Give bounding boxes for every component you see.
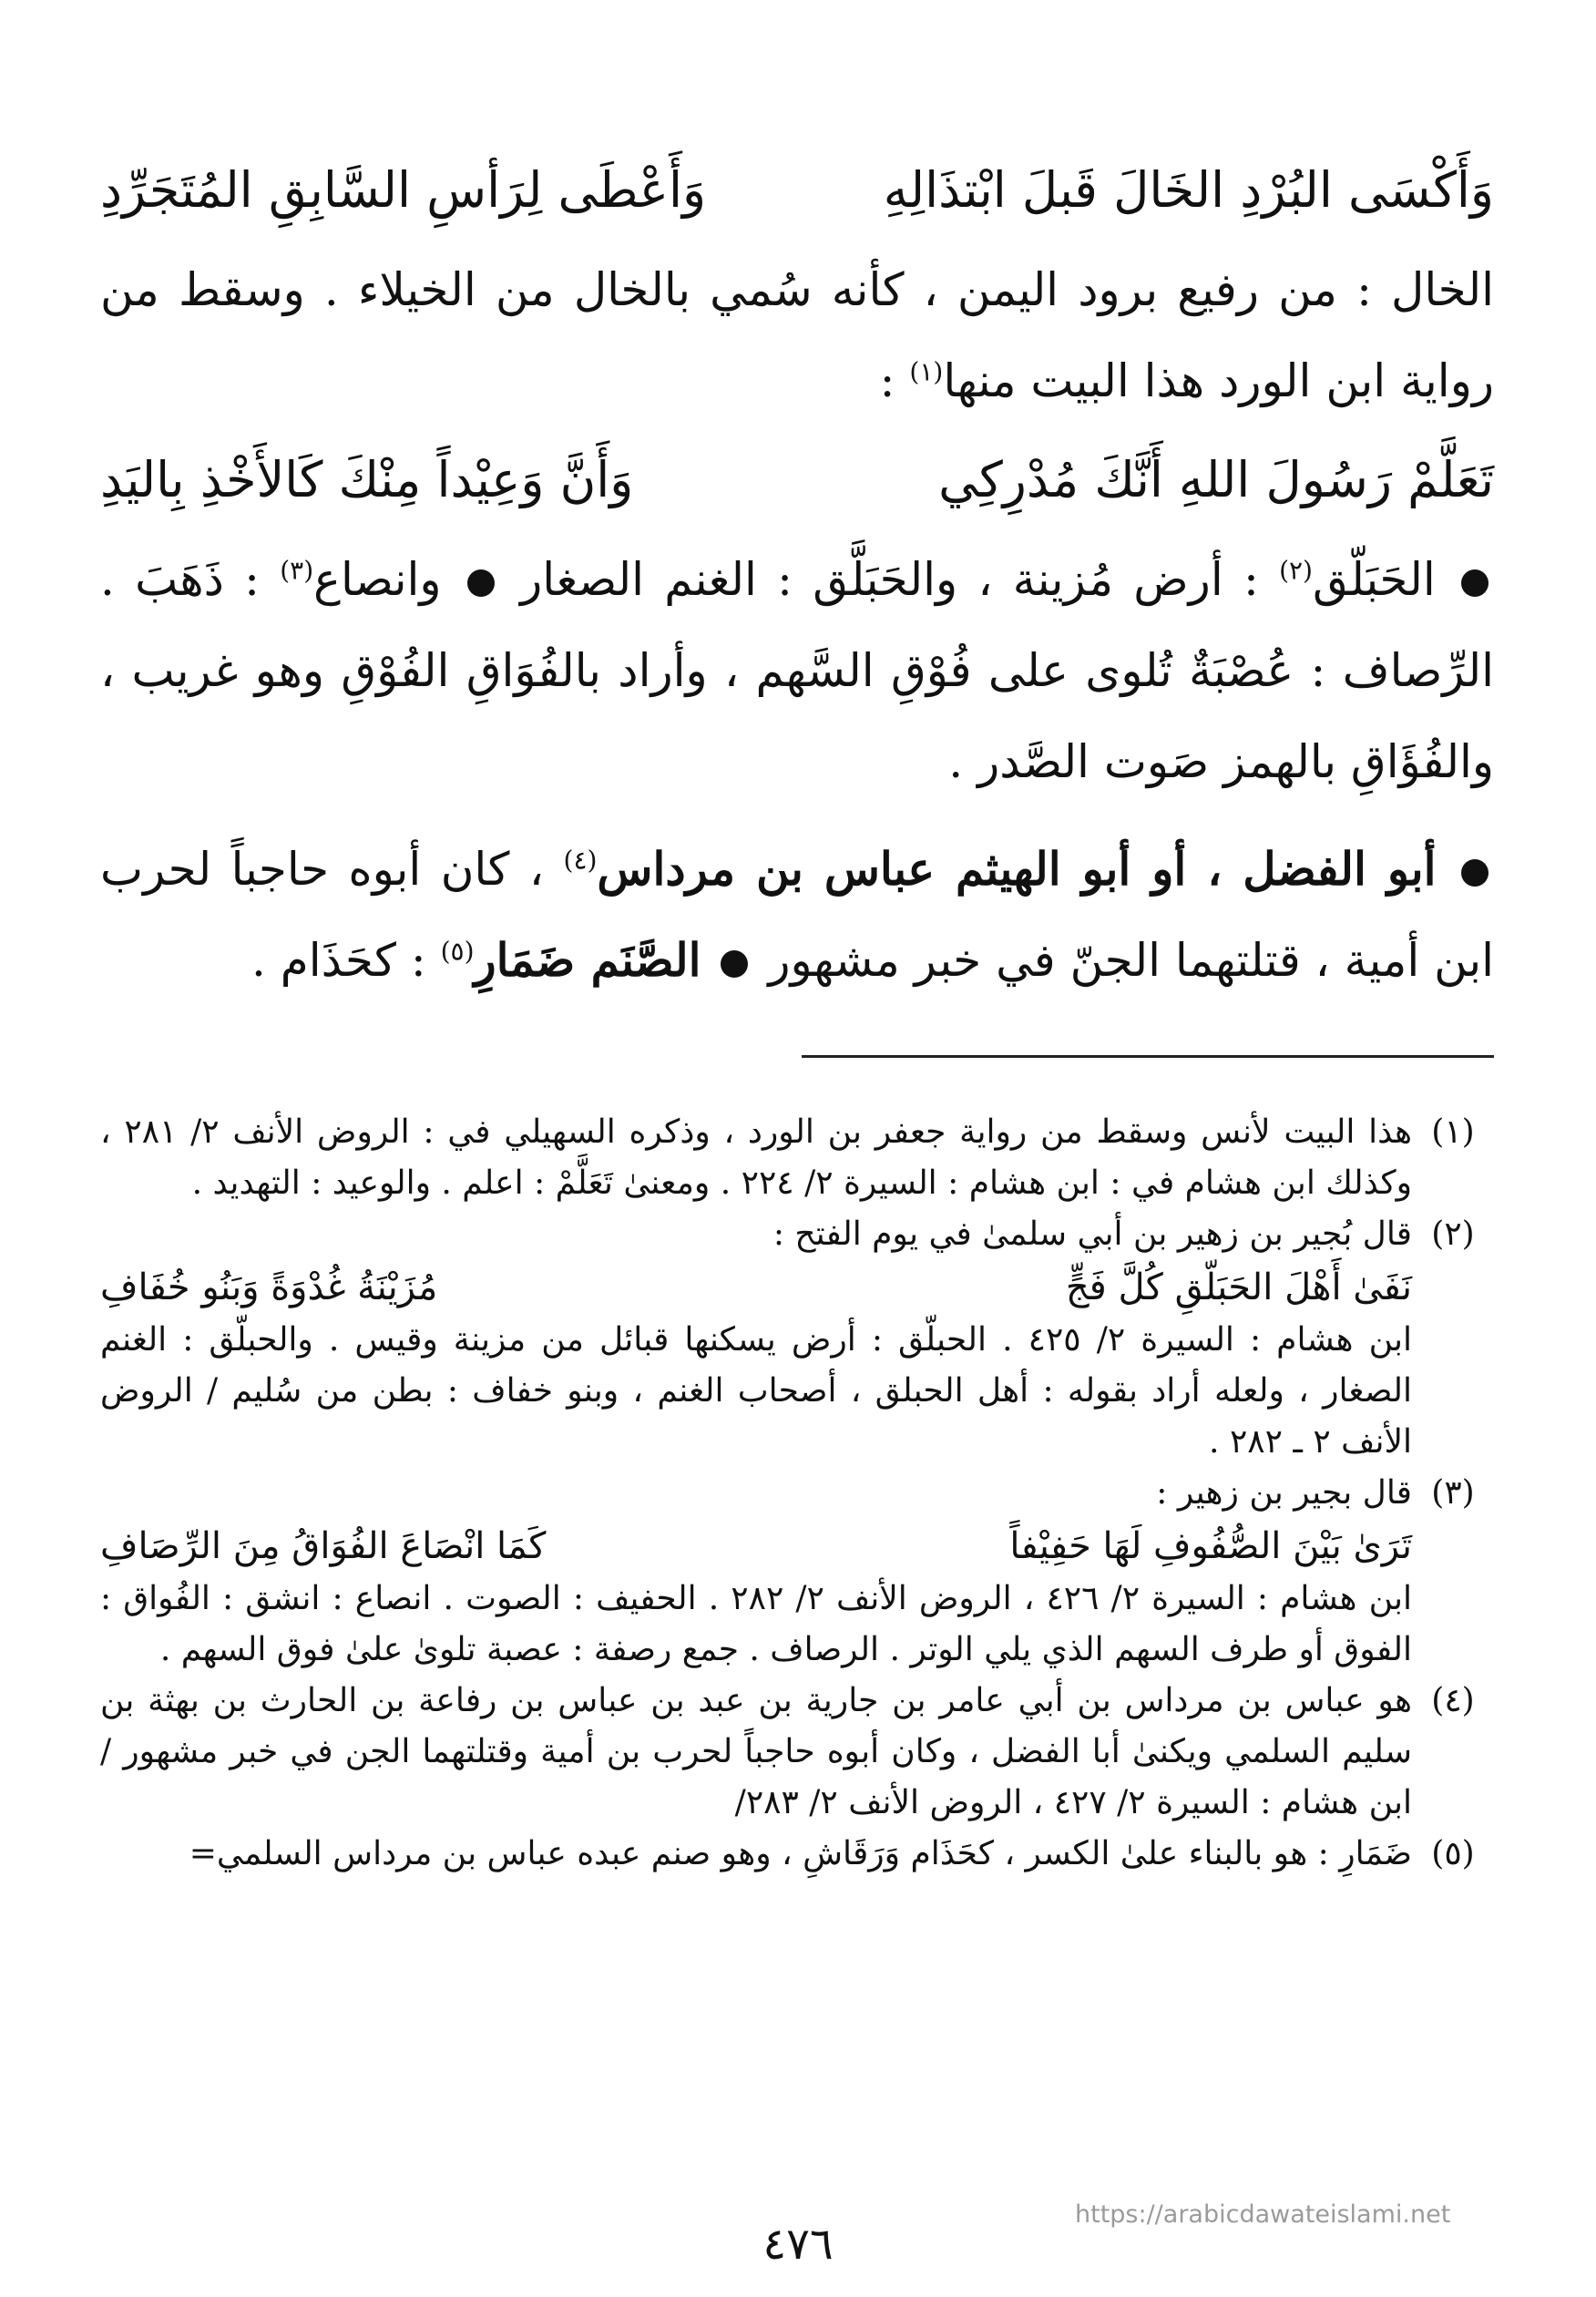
- verse-1-first-hemistich: وَأَكْسَى البُرْدِ الخَالَ قَبلَ ابْتذَالِهِ: [883, 161, 1494, 219]
- paragraph-2-text-d: : ذَهَبَ . الرِّصاف : عُصْبَةٌ تُلوى على فُوْقِ السَّهم ، وأراد بالفُوَاقِ الفُوْقِ وهو غريب ، والفُؤَاقِ بالهمز صَوت الصَّدر .: [100, 553, 1494, 788]
- bullet-icon: [1461, 569, 1489, 597]
- page-number: ٤٧٦: [762, 2219, 834, 2270]
- footnote-verse-first: تَرَىٰ بَيْنَ الصُّفُوفِ لَهَا حَفِيْفاً: [1009, 1525, 1412, 1567]
- footnote-number: (٤): [1431, 1682, 1475, 1719]
- footnote-3: [100, 1468, 1494, 1676]
- paragraph-1-end: :: [879, 354, 910, 407]
- footnote-number: (٣): [1431, 1474, 1475, 1512]
- footnote-verse-first: نَفَىٰ أَهْلَ الحَبَلّقِ كُلَّ فَجٍّ: [1065, 1266, 1412, 1308]
- footnote-ref-2[interactable]: (٢): [1279, 555, 1313, 586]
- footnote-intro: قال بُجير بن زهير بن أبي سلمىٰ في يوم الفتح :: [772, 1215, 1412, 1253]
- paragraph-2-text-b: : أرض مُزينة ، والحَبَلَّق : الغنم الصغار: [499, 553, 1280, 606]
- footnote-4: [100, 1676, 1494, 1829]
- bullet-icon: [467, 569, 495, 597]
- footnote-verse-second: كَمَا انْصَاعَ الفُوَاقُ مِنَ الرِّصَافِ: [100, 1525, 547, 1567]
- footnote-text: ضَمَارِ : هو بالبناء علىٰ الكسر ، كحَذَام وَرَقَاشِ ، وهو صنم عبده عباس بن مرداس السلمي=: [189, 1835, 1412, 1872]
- paragraph-3-text-b: : كحَذَام .: [251, 934, 441, 987]
- footnote-text: هذا البيت لأنس وسقط من رواية جعفر بن الورد ، وذكره السهيلي في : الروض الأنف ٢/ ٢٨١ ، وكذلك ابن هشام في : ابن هشام : السيرة ٢/ ٢٢٤ . ومعنىٰ تَعَلَّمْ : اعلم . والوعيد : التهديد .: [100, 1113, 1412, 1202]
- footnote-verse-second: مُزَيْنَةُ غُدْوَةً وَبَنُو خُفَافِ: [100, 1266, 438, 1308]
- verse-1-second-hemistich: وَأَعْطَى لِرَأسِ السَّابِقِ المُتَجَرِّدِ: [100, 161, 707, 219]
- bullet-icon: [1461, 859, 1489, 887]
- footnote-ref-1[interactable]: (١): [909, 356, 944, 387]
- footnote-number: (١): [1431, 1113, 1475, 1151]
- footnote-ref-5[interactable]: (٥): [440, 936, 475, 967]
- term-habalaq: الحَبَلّق: [1312, 553, 1436, 606]
- verse-2-first-hemistich: تَعَلَّمْ رَسُولَ اللهِ أَنَّكَ مُدْرِكِي: [938, 451, 1494, 508]
- footnote-5: [100, 1829, 1494, 1880]
- footnote-verse: [100, 1519, 1412, 1574]
- footnote-ref-4[interactable]: (٤): [563, 845, 598, 876]
- footnote-text: ابن هشام : السيرة ٢/ ٤٢٦ ، الروض الأنف ٢/ ٢٨٢ . الحفيف : الصوت . انصاع : انشق : الفُواق : الفوق أو طرف السهم الذي يلي الوتر . الرصاف . جمع رصفة : عصبة تلوىٰ علىٰ فوق السهم .: [100, 1580, 1413, 1668]
- watermark-url: https://arabicdawateislami.net: [1075, 2200, 1451, 2229]
- paragraph-2-text-c: وانصاع: [313, 553, 442, 606]
- term-dimar: الصَّنَم ضَمَارِ: [474, 933, 701, 987]
- verse-2-second-hemistich: وَأَنَّ وَعِيْداً مِنْكَ كَالأَخْذِ بِاليَدِ: [100, 451, 634, 508]
- footnote-divider: [802, 1055, 1494, 1058]
- footnote-verse: [100, 1260, 1412, 1315]
- footnote-ref-3[interactable]: (٣): [280, 555, 314, 586]
- paragraph-2: [100, 534, 1494, 807]
- footnote-text: ابن هشام : السيرة ٢/ ٤٢٥ . الحبلّق : أرض يسكنها قبائل من مزينة وقيس . والحبلّق : الغنم الصغار ، ولعله أراد بقوله : أهل الحبلق ، أصحاب الغنم ، وبنو خفاف : بطن من سُليم / الروض الأنف ٢ ـ ٢٨٢ .: [100, 1321, 1413, 1461]
- paragraph-1: [100, 244, 1494, 426]
- paragraph-3-text-a: ، كان أبوه حاجباً لحرب ابن أمية ، قتلتهما الجنّ في خبر مشهور: [100, 843, 1494, 987]
- verse-2: [100, 426, 1494, 534]
- footnote-number: (٥): [1431, 1835, 1475, 1872]
- footnote-text: هو عباس بن مرداس بن أبي عامر بن جارية بن عبد بن عباس بن رفاعة بن الحارث بن بهثة بن سليم السلمي ويكنىٰ أبا الفضل ، وكان أبوه حاجباً لحرب بن أمية وقتلتهما الجن في خبر مشهور / ابن هشام : السيرة ٢/ ٤٢٧ ، الروض الأنف ٢/ ٢٨٣/: [100, 1682, 1412, 1821]
- bullet-icon: [721, 950, 748, 978]
- footnote-2: [100, 1209, 1494, 1468]
- footnote-intro: قال بجير بن زهير :: [1156, 1474, 1412, 1512]
- footnote-number: (٢): [1431, 1215, 1475, 1253]
- paragraph-3: [100, 824, 1494, 1006]
- verse-1: [100, 137, 1494, 244]
- paragraph-1-text: الخال : من رفيع برود اليمن ، كأنه سُمي بالخال من الخيلاء . وسقط من رواية ابن الورد هذا البيت منها: [100, 263, 1494, 407]
- footnote-1: [100, 1107, 1494, 1209]
- name-abbas-bin-mirdas: أبو الفضل ، أو أبو الهيثم عباس بن مرداس: [597, 842, 1437, 896]
- main-text: [100, 137, 1494, 1006]
- footnotes: [100, 1107, 1494, 1880]
